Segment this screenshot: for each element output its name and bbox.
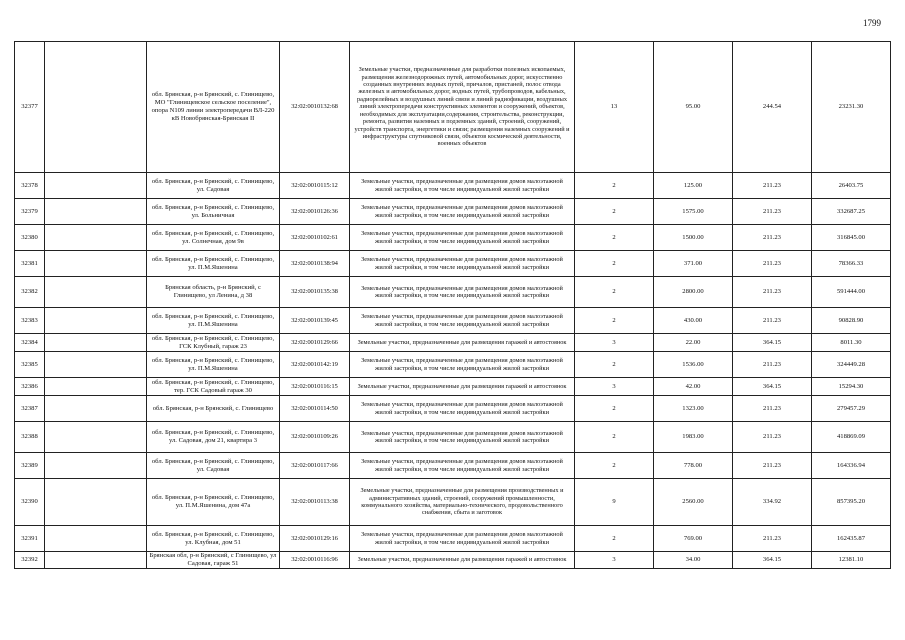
use-group-cell: 13 xyxy=(575,42,654,173)
specific-value-cell: 211.23 xyxy=(733,277,812,308)
record-id-cell: 32385 xyxy=(15,352,45,378)
blank-cell xyxy=(45,334,147,352)
address-cell: обл. Брянская, р-н Брянский, с. Глинищево, ул. П.М.Яшенина xyxy=(147,308,280,334)
specific-value-cell: 211.23 xyxy=(733,251,812,277)
blank-cell xyxy=(45,308,147,334)
specific-value-cell: 211.23 xyxy=(733,453,812,479)
cadastral-number-cell: 32:02:0010142:19 xyxy=(280,352,350,378)
table-row xyxy=(15,422,891,453)
cadastral-value-cell: 8011.30 xyxy=(812,334,891,352)
cadastral-number-cell: 32:02:0010116:96 xyxy=(280,552,350,569)
use-group-cell: 2 xyxy=(575,422,654,453)
address-cell: обл. Брянская, р-н Брянский, с. Глинищево, ул. П.М.Яшенина xyxy=(147,352,280,378)
cadastral-number-cell: 32:02:0010129:66 xyxy=(280,334,350,352)
blank-cell xyxy=(45,277,147,308)
cadastral-number-cell: 32:02:0010138:94 xyxy=(280,251,350,277)
area-cell: 778.00 xyxy=(654,453,733,479)
address-cell: обл. Брянская, р-н Брянский, с. Глинищево, ул. Больничная xyxy=(147,199,280,225)
cadastral-number-cell: 32:02:0010129:16 xyxy=(280,526,350,552)
cadastral-number-cell: 32:02:0010114:50 xyxy=(280,396,350,422)
specific-value-cell: 211.23 xyxy=(733,526,812,552)
use-group-cell: 2 xyxy=(575,352,654,378)
use-group-cell: 2 xyxy=(575,526,654,552)
cadastral-number-cell: 32:02:0010132:68 xyxy=(280,42,350,173)
record-id-cell: 32391 xyxy=(15,526,45,552)
use-group-cell: 2 xyxy=(575,396,654,422)
table-row xyxy=(15,352,891,378)
area-cell: 1983.00 xyxy=(654,422,733,453)
cadastral-value-cell: 316845.00 xyxy=(812,225,891,251)
cadastral-value-cell: 857395.20 xyxy=(812,479,891,526)
table-row xyxy=(15,42,891,173)
permitted-use-cell: Земельные участки, предназначенные для размещения гаражей и автостоянок xyxy=(350,552,575,569)
record-id-cell: 32377 xyxy=(15,42,45,173)
blank-cell xyxy=(45,42,147,173)
record-id-cell: 32387 xyxy=(15,396,45,422)
use-group-cell: 3 xyxy=(575,334,654,352)
specific-value-cell: 211.23 xyxy=(733,422,812,453)
record-id-cell: 32379 xyxy=(15,199,45,225)
page-number: 1799 xyxy=(863,18,881,28)
blank-cell xyxy=(45,453,147,479)
specific-value-cell: 211.23 xyxy=(733,199,812,225)
specific-value-cell: 211.23 xyxy=(733,396,812,422)
area-cell: 371.00 xyxy=(654,251,733,277)
cadastral-number-cell: 32:02:0010126:36 xyxy=(280,199,350,225)
record-id-cell: 32383 xyxy=(15,308,45,334)
permitted-use-cell: Земельные участки, предназначенные для размещения домов малоэтажной жилой застройки, в том числе индивидуальной жилой застройки xyxy=(350,526,575,552)
use-group-cell: 2 xyxy=(575,308,654,334)
address-cell: обл. Брянская, р-н Брянский, с. Глинищево, ул. Садовая xyxy=(147,453,280,479)
cadastral-value-cell: 12381.10 xyxy=(812,552,891,569)
permitted-use-cell: Земельные участки, предназначенные для размещения домов малоэтажной жилой застройки, в том числе индивидуальной жилой застройки xyxy=(350,352,575,378)
blank-cell xyxy=(45,422,147,453)
cadastral-number-cell: 32:02:0010102:61 xyxy=(280,225,350,251)
use-group-cell: 9 xyxy=(575,479,654,526)
address-cell: обл. Брянская, р-н Брянский, с. Глинищево, ул. Солнечная, дом 9в xyxy=(147,225,280,251)
record-id-cell: 32388 xyxy=(15,422,45,453)
blank-cell xyxy=(45,479,147,526)
address-cell: обл. Брянская, р-н Брянский, с. Глинищево, тер. ГСК Садовый гараж 30 xyxy=(147,378,280,396)
area-cell: 22.00 xyxy=(654,334,733,352)
address-cell: обл. Брянская, р-н Брянский, с. Глинищево, ул. П.М.Яшенина, дом 47а xyxy=(147,479,280,526)
cadastral-value-cell: 15294.30 xyxy=(812,378,891,396)
table-row xyxy=(15,308,891,334)
record-id-cell: 32382 xyxy=(15,277,45,308)
permitted-use-cell: Земельные участки, предназначенные для размещения производственных и административных зданий, строений, сооружений промышленности, коммунального хозяйства, материально-технического, продовольственного снабжения, сбыта и заготовок xyxy=(350,479,575,526)
cadastral-value-cell: 279457.29 xyxy=(812,396,891,422)
table-row xyxy=(15,552,891,569)
table-row xyxy=(15,479,891,526)
cadastral-value-cell: 418869.09 xyxy=(812,422,891,453)
area-cell: 42.00 xyxy=(654,378,733,396)
cadastral-number-cell: 32:02:0010113:38 xyxy=(280,479,350,526)
specific-value-cell: 211.23 xyxy=(733,225,812,251)
permitted-use-cell: Земельные участки, предназначенные для размещения домов малоэтажной жилой застройки, в том числе индивидуальной жилой застройки xyxy=(350,453,575,479)
permitted-use-cell: Земельные участки, предназначенные для размещения домов малоэтажной жилой застройки, в том числе индивидуальной жилой застройки xyxy=(350,173,575,199)
address-cell: обл. Брянская, р-н Брянский, с. Глинищево, ул. Садовая xyxy=(147,173,280,199)
table-row xyxy=(15,334,891,352)
address-cell: обл. Брянская, р-н Брянский, с. Глинищево, ул. Клубная, дом 51 xyxy=(147,526,280,552)
table-row xyxy=(15,396,891,422)
specific-value-cell: 364.15 xyxy=(733,334,812,352)
permitted-use-cell: Земельные участки, предназначенные для размещения гаражей и автостоянок xyxy=(350,334,575,352)
specific-value-cell: 211.23 xyxy=(733,173,812,199)
permitted-use-cell: Земельные участки, предназначенные для размещения домов малоэтажной жилой застройки, в том числе индивидуальной жилой застройки xyxy=(350,422,575,453)
address-cell: обл. Брянская, р-н Брянский, с. Глинищево, ул. Садовая, дом 21, квартира 3 xyxy=(147,422,280,453)
address-cell: обл. Брянская, р-н Брянский, с. Глинищево, МО "Глинищевское сельское поселение", опора N109 линии электропередачи ВЛ-220 кВ Новобрянская-Брянская II xyxy=(147,42,280,173)
record-id-cell: 32380 xyxy=(15,225,45,251)
record-id-cell: 32384 xyxy=(15,334,45,352)
cadastral-value-cell: 162435.87 xyxy=(812,526,891,552)
record-id-cell: 32389 xyxy=(15,453,45,479)
cadastral-number-cell: 32:02:0010135:38 xyxy=(280,277,350,308)
address-cell: обл. Брянская, р-н Брянский, с. Глинищево xyxy=(147,396,280,422)
specific-value-cell: 211.23 xyxy=(733,352,812,378)
use-group-cell: 2 xyxy=(575,251,654,277)
record-id-cell: 32392 xyxy=(15,552,45,569)
table-row xyxy=(15,251,891,277)
cadastral-number-cell: 32:02:0010109:26 xyxy=(280,422,350,453)
permitted-use-cell: Земельные участки, предназначенные для размещения домов малоэтажной жилой застройки, в том числе индивидуальной жилой застройки xyxy=(350,225,575,251)
table-row xyxy=(15,199,891,225)
use-group-cell: 2 xyxy=(575,225,654,251)
table-row xyxy=(15,173,891,199)
cadastral-number-cell: 32:02:0010117:66 xyxy=(280,453,350,479)
cadastral-value-cell: 332687.25 xyxy=(812,199,891,225)
area-cell: 430.00 xyxy=(654,308,733,334)
specific-value-cell: 334.92 xyxy=(733,479,812,526)
area-cell: 1323.00 xyxy=(654,396,733,422)
table-row xyxy=(15,453,891,479)
area-cell: 95.00 xyxy=(654,42,733,173)
address-cell: Брянская область, р-н Брянский, с Глинищево, ул Ленина, д 38 xyxy=(147,277,280,308)
table-row xyxy=(15,277,891,308)
cadastral-value-cell: 90828.90 xyxy=(812,308,891,334)
blank-cell xyxy=(45,352,147,378)
blank-cell xyxy=(45,173,147,199)
area-cell: 1575.00 xyxy=(654,199,733,225)
use-group-cell: 2 xyxy=(575,173,654,199)
blank-cell xyxy=(45,251,147,277)
cadastral-number-cell: 32:02:0010139:45 xyxy=(280,308,350,334)
record-id-cell: 32378 xyxy=(15,173,45,199)
cadastral-value-table xyxy=(14,41,891,569)
specific-value-cell: 364.15 xyxy=(733,552,812,569)
cadastral-value-cell: 23231.30 xyxy=(812,42,891,173)
address-cell: обл. Брянская, р-н Брянский, с. Глинищево, ГСК Клубный, гараж 23 xyxy=(147,334,280,352)
blank-cell xyxy=(45,552,147,569)
cadastral-value-cell: 324449.28 xyxy=(812,352,891,378)
area-cell: 2800.00 xyxy=(654,277,733,308)
table-row xyxy=(15,225,891,251)
use-group-cell: 2 xyxy=(575,453,654,479)
cadastral-value-cell: 164336.94 xyxy=(812,453,891,479)
permitted-use-cell: Земельные участки, предназначенные для размещения домов малоэтажной жилой застройки, в том числе индивидуальной жилой застройки xyxy=(350,308,575,334)
address-cell: обл. Брянская, р-н Брянский, с. Глинищево, ул. П.М.Яшенина xyxy=(147,251,280,277)
address-cell: Брянская обл, р-н Брянский, с Глинищево, ул Садовая, гараж 51 xyxy=(147,552,280,569)
blank-cell xyxy=(45,396,147,422)
use-group-cell: 2 xyxy=(575,199,654,225)
area-cell: 125.00 xyxy=(654,173,733,199)
permitted-use-cell: Земельные участки, предназначенные для размещения домов малоэтажной жилой застройки, в том числе индивидуальной жилой застройки xyxy=(350,199,575,225)
table-row xyxy=(15,378,891,396)
use-group-cell: 3 xyxy=(575,378,654,396)
cadastral-number-cell: 32:02:0010116:15 xyxy=(280,378,350,396)
cadastral-number-cell: 32:02:0010115:12 xyxy=(280,173,350,199)
permitted-use-cell: Земельные участки, предназначенные для разработки полезных ископаемых, размещения железнодорожных путей, автомобильных дорог, искусственно созданных внутренних водных путей, причалов, пристаней, полос отвода железных и автомобильных дорог, водных путей, трубопроводов, кабельных, радиорелейных и воздушных линий связи и линий радиофикации, воздушных линий электропередачи конструктивных элементов и сооружений, объектов, необходимых для эксплуатации,содержания, строительства, реконструкции, ремонта, развития наземных и подземных зданий, строений, сооружений, устройств транспорта, энергетики и связи; размещения наземных сооружений и инфраструктуры спутниковой связи, объектов космической деятельности, военных объектов xyxy=(350,42,575,173)
area-cell: 1500.00 xyxy=(654,225,733,251)
record-id-cell: 32381 xyxy=(15,251,45,277)
area-cell: 1536.00 xyxy=(654,352,733,378)
blank-cell xyxy=(45,526,147,552)
permitted-use-cell: Земельные участки, предназначенные для размещения домов малоэтажной жилой застройки, в том числе индивидуальной жилой застройки xyxy=(350,396,575,422)
area-cell: 769.00 xyxy=(654,526,733,552)
record-id-cell: 32390 xyxy=(15,479,45,526)
specific-value-cell: 244.54 xyxy=(733,42,812,173)
blank-cell xyxy=(45,378,147,396)
cadastral-value-cell: 78366.33 xyxy=(812,251,891,277)
blank-cell xyxy=(45,199,147,225)
specific-value-cell: 364.15 xyxy=(733,378,812,396)
area-cell: 2560.00 xyxy=(654,479,733,526)
permitted-use-cell: Земельные участки, предназначенные для размещения домов малоэтажной жилой застройки, в том числе индивидуальной жилой застройки xyxy=(350,251,575,277)
area-cell: 34.00 xyxy=(654,552,733,569)
table-row xyxy=(15,526,891,552)
specific-value-cell: 211.23 xyxy=(733,308,812,334)
record-id-cell: 32386 xyxy=(15,378,45,396)
cadastral-value-cell: 591444.00 xyxy=(812,277,891,308)
use-group-cell: 2 xyxy=(575,277,654,308)
blank-cell xyxy=(45,225,147,251)
permitted-use-cell: Земельные участки, предназначенные для размещения гаражей и автостоянок xyxy=(350,378,575,396)
permitted-use-cell: Земельные участки, предназначенные для размещения домов малоэтажной жилой застройки, в том числе индивидуальной жилой застройки xyxy=(350,277,575,308)
use-group-cell: 3 xyxy=(575,552,654,569)
cadastral-value-cell: 26403.75 xyxy=(812,173,891,199)
